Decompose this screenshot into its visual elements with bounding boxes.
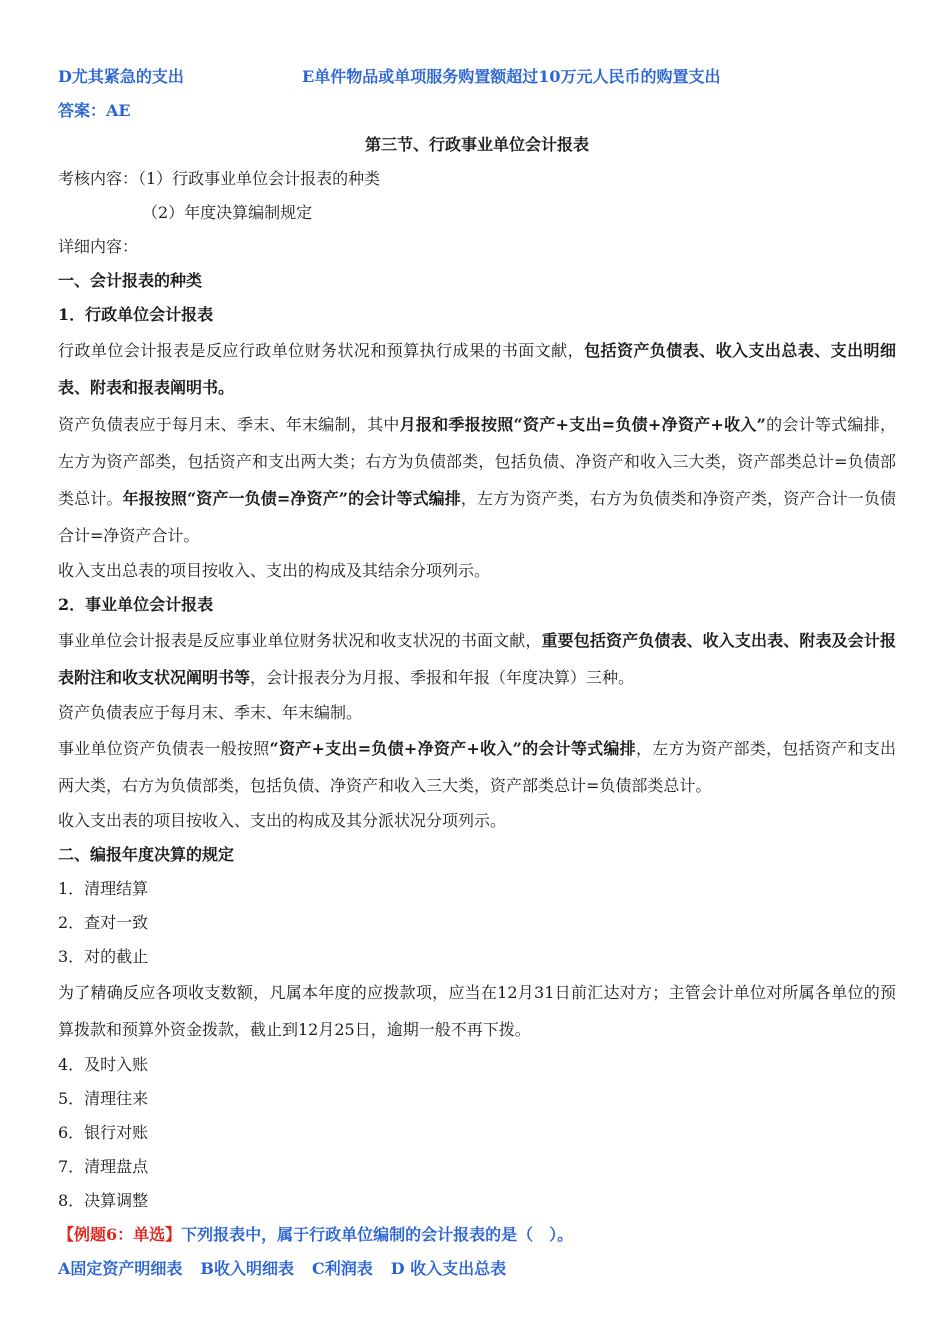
option-d: D 收入支出总表 [390,1259,507,1278]
paragraph-balance-sheet [58,406,896,554]
list-item: 7．清理盘点 [58,1157,149,1176]
text: 行政单位会计报表是反应行政单位财务状况和预算执行成果的书面文献， [58,341,585,360]
bold-text: “资产+支出=负债+净资产+收入”的会计等式编排 [269,739,636,758]
bold-text: 月报和季报按照“资产+支出=负债+净资产+收入” [399,415,766,434]
text: 的会计等式编排，左方为资产部类，包括资产和支出两大类；右方为负债部类，包括负债、净资产和收入三大类，资产部类总计=负债部类总计。 [58,415,896,508]
paragraph-institution-reports [58,622,896,696]
option-d: D尤其紧急的支出 [58,67,184,86]
assess-line-2: （2）年度决算编制规定 [142,203,313,222]
list-item: 8．决算调整 [58,1191,149,1210]
paragraph-balance-timing: 资产负债表应于每月末、季末、年末编制。 [58,703,363,722]
prev-question-options [58,60,896,94]
list-item: 2．查对一致 [58,913,149,932]
example-question-text: 下列报表中，属于行政单位编制的会计报表的是（ ）。 [181,1225,574,1244]
part1-heading: 一、会计报表的种类 [58,271,203,290]
bold-text: 年报按照“资产一负债=净资产”的会计等式编排 [122,489,461,508]
text: ，左方为资产部类，包括资产和支出两大类，右方为负债部类，包括负债、净资产和收入三大类，资产部类总计=负债部类总计。 [58,739,896,795]
bold-text: 重要包括资产负债表、收入支出表、附表及会计报表附注和收支状况阐明书等 [58,631,896,687]
text: ，左方为资产类，右方为负债类和净资产类，资产合计一负债合计=净资产合计。 [58,489,896,545]
paragraph-income-summary: 收入支出总表的项目按收入、支出的构成及其结余分项列示。 [58,561,491,580]
list-item: 1．清理结算 [58,879,149,898]
example-question [58,1218,896,1252]
document-page [58,60,896,1286]
list-item: 5．清理往来 [58,1089,149,1108]
text: 资产负债表应于每月末、季末、年末编制，其中 [58,415,400,434]
detail-label: 详细内容： [58,237,139,256]
text: ，会计报表分为月报、季报和年报（年度决算）三种。 [250,668,635,687]
list-item: 3．对的截止 [58,947,149,966]
text: 事业单位会计报表是反应事业单位财务状况和收支状况的书面文献， [58,631,542,650]
part1-sub2: 2．事业单位会计报表 [58,595,214,614]
list-item: 4．及时入账 [58,1055,149,1074]
option-a: A固定资产明细表 [58,1259,183,1278]
paragraph-cutoff: 为了精确反应各项收支数额，凡属本年度的应拨款项，应当在12月31日前汇达对方；主管会计单位对所属各单位的预算拨款和预算外资金拨款，截止到12月25日，逾期一般不再下拨。 [58,983,896,1039]
section-title: 第三节、行政事业单位会计报表 [364,135,589,154]
list-item: 6．银行对账 [58,1123,149,1142]
answer-line: 答案：AE [58,101,131,120]
option-b: B收入明细表 [200,1259,294,1278]
assess-line-1: 考核内容：（1）行政事业单位会计报表的种类 [58,169,381,188]
example-tag: 【例题6：单选】 [58,1225,182,1244]
text: 事业单位资产负债表一般按照 [58,739,270,758]
part1-sub1: 1．行政单位会计报表 [58,305,214,324]
paragraph-admin-reports [58,332,896,406]
bold-text: 包括资产负债表、收入支出总表、支出明细表、附表和报表阐明书。 [58,341,896,397]
paragraph-institution-balance [58,730,896,804]
part2-heading: 二、编报年度决算的规定 [58,845,235,864]
option-e: E单件物品或单项服务购置额超过10万元人民币的购置支出 [302,67,721,86]
example-options [58,1252,896,1286]
paragraph-income-expense: 收入支出表的项目按收入、支出的构成及其分派状况分项列示。 [58,811,507,830]
option-c: C利润表 [311,1259,373,1278]
